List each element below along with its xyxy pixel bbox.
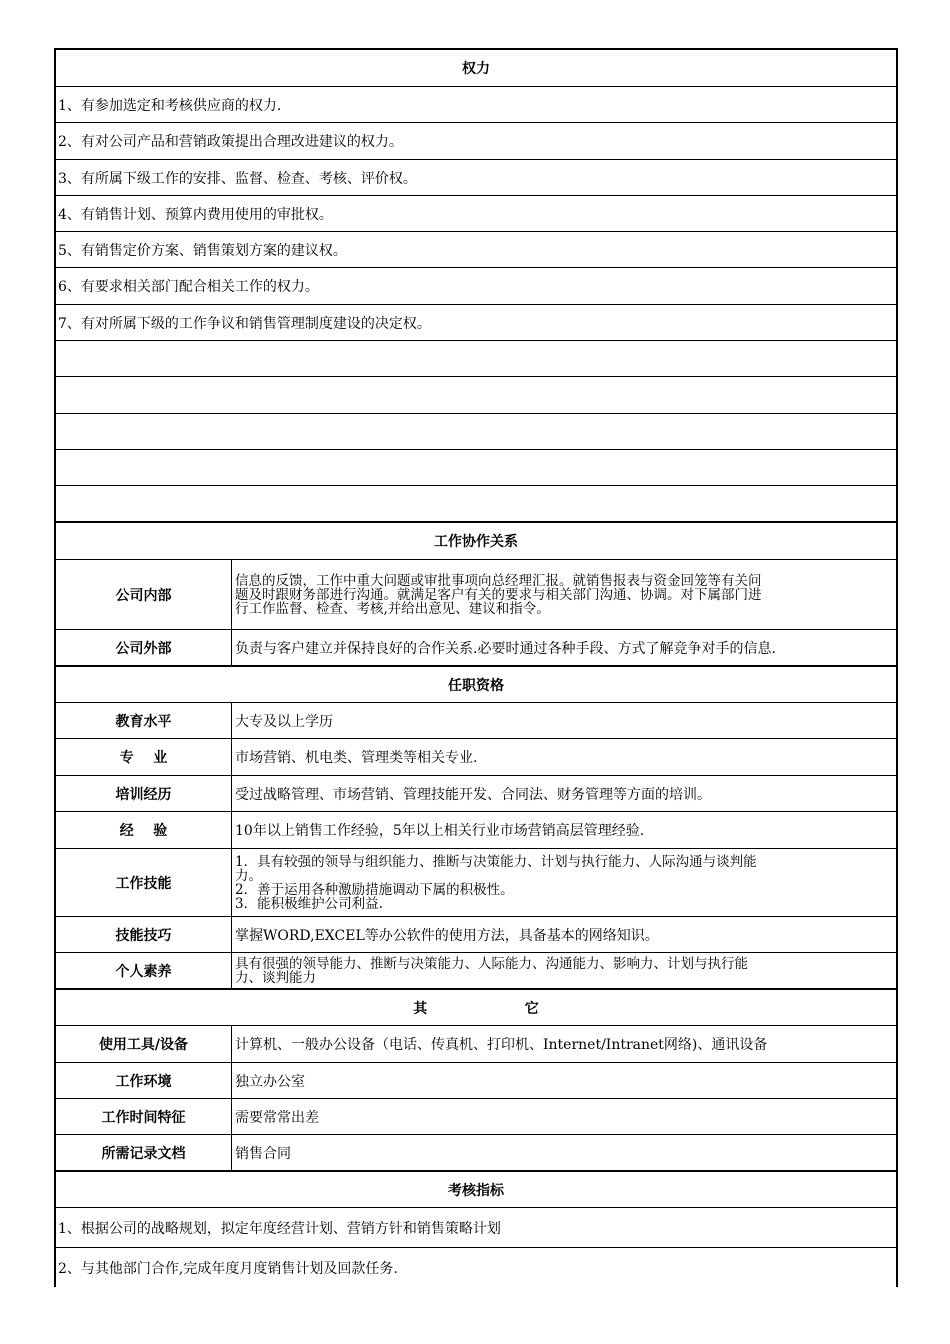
internal-label: 公司内部: [56, 560, 232, 629]
collab-header: 工作协作关系: [434, 534, 518, 550]
major-row: [56, 739, 896, 776]
kpi-item: 1、根据公司的战略规划，拟定年度经营计划、营销方针和销售策略计划: [58, 1220, 501, 1237]
quality-label: 个人素养: [56, 953, 232, 988]
kpi-row: [56, 1248, 896, 1287]
time-value: 需要常常出差: [235, 1109, 319, 1126]
time-row: [56, 1099, 896, 1135]
time-label: 工作时间特征: [56, 1099, 232, 1134]
qual-header: 任职资格: [448, 677, 504, 694]
tools-label: 使用工具/设备: [56, 1026, 232, 1062]
major-value: 市场营销、机电类、管理类等相关专业.: [235, 750, 478, 766]
kpi-row: [56, 1208, 896, 1248]
power-header: 权力: [462, 61, 490, 77]
power-item: 2、有对公司产品和营销政策提出合理改进建议的权力。: [58, 134, 403, 150]
kpi-item: 2、与其他部门合作,完成年度月度销售计划及回款任务.: [58, 1260, 398, 1277]
skills-row: [56, 849, 896, 917]
education-value: 大专及以上学历: [235, 713, 333, 730]
training-label: 培训经历: [56, 776, 232, 811]
quality-value: 具有很强的领导能力、推断与决策能力、人际能力、沟通能力、影响力、计划与执行能 力、谈判能力: [235, 955, 748, 986]
technique-row: [56, 917, 896, 953]
power-row: [56, 305, 896, 341]
power-row-empty: [56, 450, 896, 486]
power-item: 3、有所属下级工作的安排、监督、检查、考核、评价权。: [58, 170, 417, 187]
tools-value: 计算机、一般办公设备（电话、传真机、打印机、Internet/Intranet网络)、通讯设备: [235, 1037, 768, 1053]
kpi-header: 考核指标: [448, 1182, 504, 1199]
tools-row: [56, 1026, 896, 1063]
docs-row: [56, 1135, 896, 1172]
power-row: [56, 123, 896, 160]
other-header: 其 它: [413, 1000, 539, 1017]
power-row-empty: [56, 414, 896, 450]
docs-label: 所需记录文档: [56, 1135, 232, 1170]
collab-internal-row: [56, 560, 896, 630]
docs-value: 销售合同: [235, 1145, 291, 1162]
kpi-header-row: [56, 1172, 896, 1208]
power-row-empty: [56, 377, 896, 414]
technique-value: 掌握WORD,EXCEL等办公软件的使用方法，具备基本的网络知识。: [235, 927, 659, 944]
qual-header-row: [56, 667, 896, 703]
collab-external-row: [56, 630, 896, 667]
env-label: 工作环境: [56, 1063, 232, 1098]
education-label: 教育水平: [56, 703, 232, 738]
power-row-empty: [56, 341, 896, 377]
power-item: 1、有参加选定和考核供应商的权力.: [58, 97, 282, 114]
power-row-empty: [56, 486, 896, 523]
quality-row: [56, 953, 896, 990]
technique-label: 技能技巧: [56, 917, 232, 952]
external-label: 公司外部: [56, 630, 232, 665]
education-row: [56, 703, 896, 739]
job-description-sheet: [54, 48, 898, 1287]
internal-value: 信息的反馈，工作中重大问题或审批事项向总经理汇报。就销售报表与资金回笼等有关问 题及时跟财务部进行沟通。就满足客户有关的要求与相关部门沟通、协调。对下属部门进 行工作监督、检查、考核,并给出意见、建议和指令。: [235, 572, 762, 617]
training-value: 受过战略管理、市场营销、管理技能开发、合同法、财务管理等方面的培训。: [235, 786, 711, 803]
external-value: 负责与客户建立并保持良好的合作关系.必要时通过各种手段、方式了解竞争对手的信息.: [235, 640, 776, 657]
power-item: 5、有销售定价方案、销售策划方案的建议权。: [58, 242, 347, 259]
experience-label: 经 验: [56, 812, 232, 848]
env-row: [56, 1063, 896, 1099]
experience-value: 10年以上销售工作经验，5年以上相关行业市场营销高层管理经验.: [235, 823, 645, 839]
experience-row: [56, 812, 896, 849]
env-value: 独立办公室: [235, 1073, 305, 1090]
skills-label: 工作技能: [56, 849, 232, 916]
power-row: [56, 160, 896, 196]
power-row: [56, 232, 896, 268]
power-row: [56, 268, 896, 305]
power-header-row: [56, 50, 896, 87]
collab-header-row: [56, 523, 896, 560]
power-item: 6、有要求相关部门配合相关工作的权力。: [58, 279, 319, 295]
power-row: [56, 87, 896, 123]
power-item: 4、有销售计划、预算内费用使用的审批权。: [58, 206, 333, 223]
skills-value: 1．具有较强的领导与组织能力、推断与决策能力、计划与执行能力、人际沟通与谈判能 力。 2．善于运用各种激励措施调动下属的积极性。 3．能积极维护公司利益.: [235, 853, 757, 912]
major-label: 专 业: [56, 739, 232, 775]
power-row: [56, 196, 896, 232]
other-header-row: [56, 990, 896, 1026]
training-row: [56, 776, 896, 812]
power-item: 7、有对所属下级的工作争议和销售管理制度建设的决定权。: [58, 315, 431, 332]
